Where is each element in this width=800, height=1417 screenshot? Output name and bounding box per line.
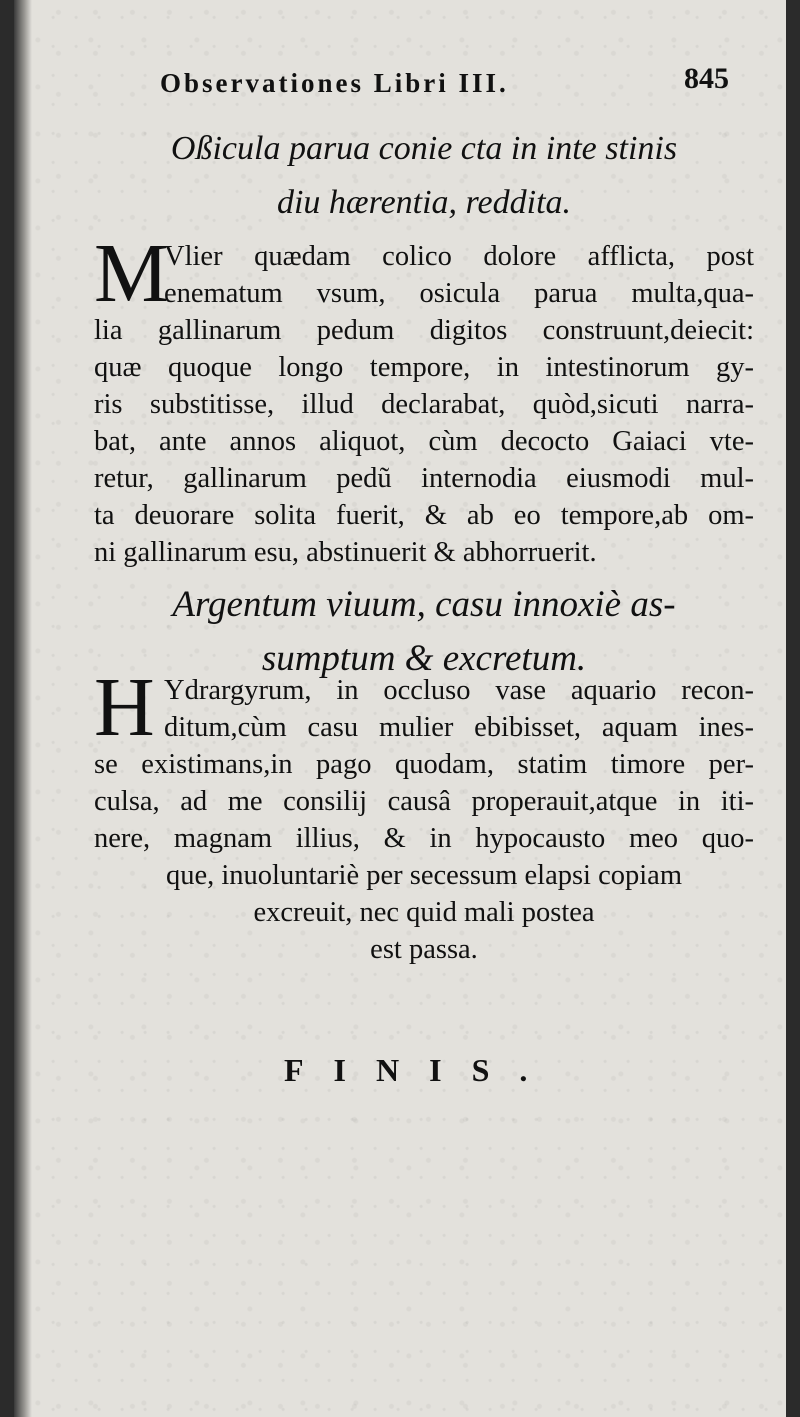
section1-line-9: ni gallinarum esu, abstinuerit & abhorruerit.: [94, 537, 597, 568]
section2-line-4: culsa, ad me consilij causâ properauit,atque in iti-: [94, 786, 754, 817]
book-page: [14, 0, 786, 1417]
section1-heading-line2: diu hærentia, reddita.: [276, 184, 572, 221]
section1-line-4: quæ quoque longo tempore, in intestinorum gy-: [94, 352, 754, 383]
section1-dropcap: M: [94, 227, 169, 320]
section2-line-8: est passa.: [370, 934, 478, 965]
page-number: 845: [684, 62, 729, 95]
section2-body: [94, 661, 754, 968]
section2-line-7: excreuit, nec quid mali postea: [253, 897, 595, 928]
section1-line-3: lia gallinarum pedum digitos construunt,deiecit:: [94, 315, 754, 346]
finis-colophon: FINIS.: [284, 1052, 558, 1088]
section2-line-2: ditum,cùm casu mulier ebibisset, aquam ines-: [164, 712, 754, 743]
section2-line-3: se existimans,in pago quodam, statim timore per-: [94, 749, 754, 780]
section1-line-1: Vlier quædam colico dolore afflicta, post: [164, 241, 754, 272]
section1-line-2: enematum vsum, osicula parua multa,qua-: [164, 278, 754, 309]
section2-line-5: nere, magnam illius, & in hypocausto meo quo-: [94, 823, 754, 854]
section2-heading-line1: Argentum viuum, casu innoxiè as-: [172, 584, 676, 625]
page-binding-edge: [14, 0, 32, 1417]
section2-line-1: Ydrargyrum, in occluso vase aquario recon-: [164, 675, 754, 706]
section1-body: [94, 227, 754, 571]
section2-heading-line2: sumptum & excretum.: [261, 638, 587, 679]
section1-heading-line1: Oßicula parua conie cta in inte stinis: [170, 130, 678, 167]
section1-line-5: ris substitisse, illud declarabat, quòd,sicuti narra-: [94, 389, 754, 420]
section1-line-8: ta deuorare solita fuerit, & ab eo tempore,ab om-: [94, 500, 754, 531]
section2-dropcap: H: [94, 661, 155, 754]
section1-line-6: bat, ante annos aliquot, cùm decocto Gaiaci vte-: [94, 426, 754, 457]
section2-heading: [114, 578, 734, 686]
section1-line-7: retur, gallinarum pedũ internodia eiusmodi mul-: [94, 463, 754, 494]
running-title: Observationes Libri III.: [160, 68, 509, 98]
section1-heading: [114, 122, 734, 230]
section2-line-6: que, inuoluntariè per secessum elapsi copiam: [165, 860, 682, 891]
